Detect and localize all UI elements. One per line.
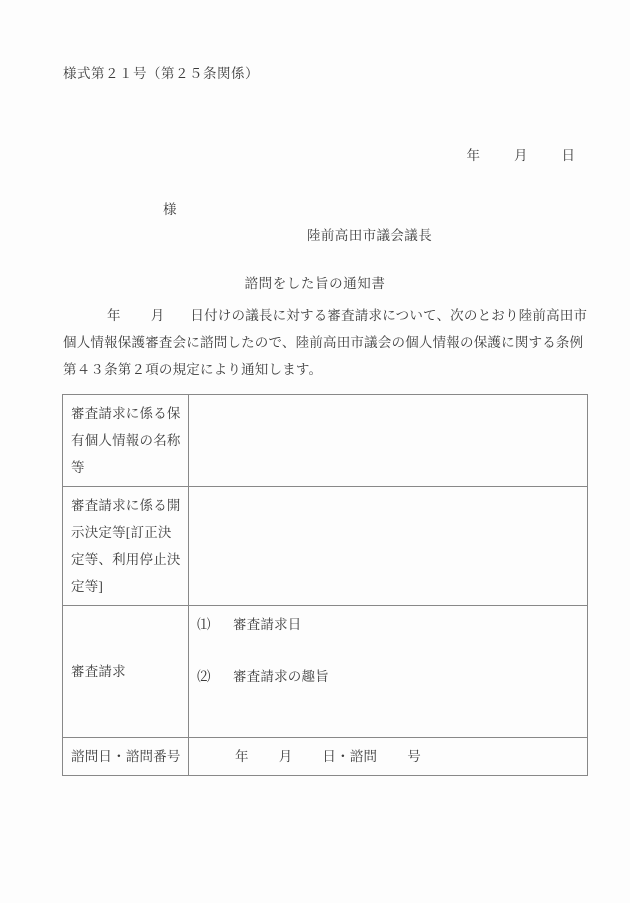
date-year-label: 年 (466, 148, 480, 163)
body-paragraph (63, 302, 588, 383)
table-row (63, 395, 588, 487)
date-line (0, 144, 575, 164)
document-title: 諮問をした旨の通知書 (244, 276, 386, 291)
body-line-1 (63, 302, 588, 329)
item-text: 審査請求の趣旨 (233, 669, 329, 684)
review-request-item-2 (197, 663, 580, 690)
consult-number-label: 号 (407, 749, 421, 764)
body-year-label: 年 (107, 308, 121, 323)
row-value-review-request[interactable] (189, 606, 588, 738)
consult-month-label: 月 (278, 749, 293, 764)
date-day-label: 日 (561, 148, 575, 163)
body-line-2: 個人情報保護審査会に諮問したので、陸前高田市議会の個人情報の保護に関する条例 (63, 335, 584, 350)
body-line-3: 第４３条第２項の規定により通知します。 (63, 362, 323, 377)
table-row (63, 606, 588, 738)
form-number: 様式第２１号（第２５条関係） (63, 66, 259, 81)
form-table (62, 394, 588, 776)
row-label-consultation-date: 諮問日・諮問番号 (63, 738, 189, 776)
item-spacer (197, 638, 580, 663)
date-month-label: 月 (514, 148, 528, 163)
row-label-review-request: 審査請求 (63, 606, 189, 738)
body-month-label: 月 (150, 308, 165, 323)
row-value-disclosure-decision[interactable] (189, 487, 588, 606)
table-row (63, 487, 588, 606)
table-row (63, 738, 588, 776)
consult-year-label: 年 (235, 749, 249, 764)
item-number: ⑵ (197, 669, 211, 684)
row-label-disclosure-decision: 審査請求に係る開示決定等[訂正決定等、利用停止決定等] (63, 487, 189, 606)
item-number: ⑴ (197, 617, 211, 632)
addressee-honorific: 様 (163, 202, 177, 217)
consult-day-label: 日・諮問 (322, 749, 378, 764)
row-label-holding-info: 審査請求に係る保有個人情報の名称等 (63, 395, 189, 487)
row-value-consultation-date[interactable] (189, 738, 588, 776)
row-value-holding-info[interactable] (189, 395, 588, 487)
item-text: 審査請求日 (233, 617, 302, 632)
body-line1-rest: 日付けの議長に対する審査請求について、次のとおり陸前高田市 (190, 308, 588, 323)
review-request-item-1 (197, 611, 580, 638)
issuer-name: 陸前高田市議会議長 (307, 228, 433, 243)
